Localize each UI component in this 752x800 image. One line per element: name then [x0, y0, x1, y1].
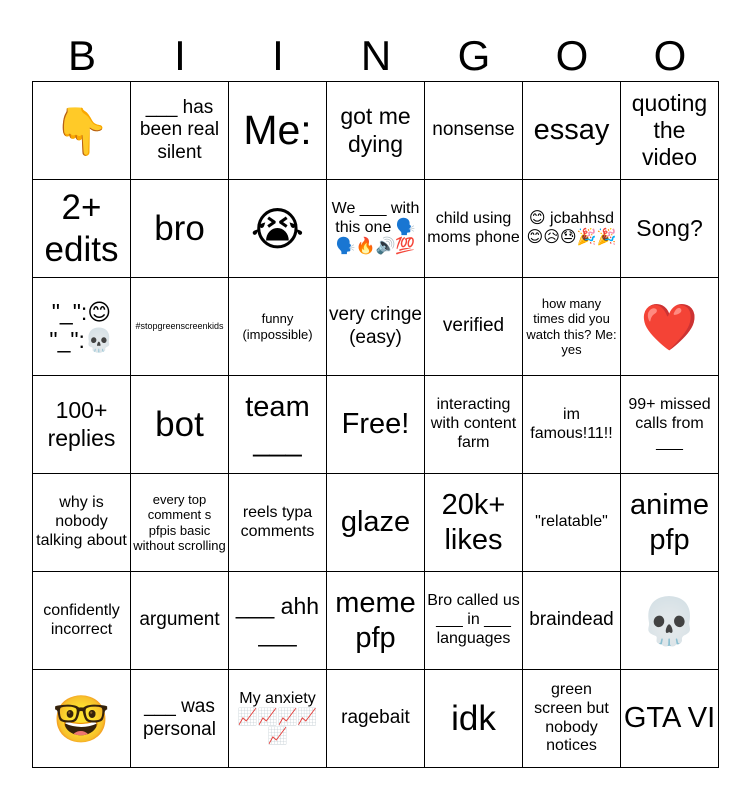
bingo-cell[interactable]: We ___ with this one 🗣️🗣️🔥🔊💯 — [327, 180, 425, 278]
bingo-cell[interactable]: ❤️ — [621, 278, 719, 376]
bingo-cell[interactable]: 100+ replies — [33, 376, 131, 474]
bingo-cell[interactable]: "relatable" — [523, 474, 621, 572]
bingo-cell[interactable]: Free! — [327, 376, 425, 474]
bingo-cell[interactable]: 💀 — [621, 572, 719, 670]
bingo-cell[interactable]: 😊 jcbahhsd 😊😥😓🎉🎉 — [523, 180, 621, 278]
bingo-cell[interactable]: "_":😊 "_":💀 — [33, 278, 131, 376]
bingo-cell[interactable]: verified — [425, 278, 523, 376]
bingo-cell[interactable]: 👇 — [33, 82, 131, 180]
bingo-cell[interactable]: ___ has been real silent — [131, 82, 229, 180]
bingo-cell[interactable]: Me: — [229, 82, 327, 180]
bingo-cell[interactable]: got me dying — [327, 82, 425, 180]
bingo-cell[interactable]: GTA VI — [621, 670, 719, 768]
bingo-cell[interactable]: anime pfp — [621, 474, 719, 572]
bingo-cell[interactable]: braindead — [523, 572, 621, 670]
header-letter-n: N — [360, 32, 392, 79]
bingo-cell[interactable]: funny (impossible) — [229, 278, 327, 376]
bingo-cell[interactable]: ___ was personal — [131, 670, 229, 768]
bingo-cell[interactable]: why is nobody talking about — [33, 474, 131, 572]
bingo-cell[interactable]: My anxiety📈📈📈📈📈 — [229, 670, 327, 768]
bingo-cell[interactable]: bot — [131, 376, 229, 474]
bingo-cell[interactable]: quoting the video — [621, 82, 719, 180]
bingo-cell[interactable]: meme pfp — [327, 572, 425, 670]
header-letter-o: O — [555, 32, 589, 79]
header-letter-b: B — [67, 32, 96, 79]
header-letter-i: I — [174, 32, 186, 79]
bingo-cell[interactable]: nonsense — [425, 82, 523, 180]
bingo-cell[interactable]: 99+ missed calls from ___ — [621, 376, 719, 474]
bingo-cell[interactable]: child using moms phone — [425, 180, 523, 278]
bingo-cell[interactable]: Bro called us ___ in ___ languages — [425, 572, 523, 670]
bingo-cell[interactable]: Song? — [621, 180, 719, 278]
bingo-cell[interactable]: interacting with content farm — [425, 376, 523, 474]
header-letter-i-2: I — [272, 32, 284, 79]
bingo-cell[interactable]: 😭 — [229, 180, 327, 278]
bingo-cell[interactable]: 🤓 — [33, 670, 131, 768]
bingo-header — [33, 30, 719, 82]
bingo-cell[interactable]: #stopgreenscreenkids — [131, 278, 229, 376]
bingo-cell[interactable]: green screen but nobody notices — [523, 670, 621, 768]
bingo-cell[interactable]: bro — [131, 180, 229, 278]
bingo-cell[interactable]: idk — [425, 670, 523, 768]
header-letter-g: G — [457, 32, 491, 79]
bingo-board — [32, 81, 719, 768]
bingo-cell[interactable]: glaze — [327, 474, 425, 572]
bingo-cell[interactable]: very cringe (easy) — [327, 278, 425, 376]
bingo-cell[interactable]: 2+ edits — [33, 180, 131, 278]
bingo-cell[interactable]: ragebait — [327, 670, 425, 768]
bingo-cell[interactable]: how many times did you watch this? Me: yes — [523, 278, 621, 376]
bingo-cell[interactable]: argument — [131, 572, 229, 670]
bingo-cell[interactable]: essay — [523, 82, 621, 180]
bingo-cell[interactable]: reels typa comments — [229, 474, 327, 572]
bingo-cell[interactable]: im famous!11!! — [523, 376, 621, 474]
bingo-cell[interactable]: team ___ — [229, 376, 327, 474]
bingo-cell[interactable]: confidently incorrect — [33, 572, 131, 670]
bingo-cell[interactable]: ___ ahh ___ — [229, 572, 327, 670]
header-letter-o-2: O — [653, 32, 687, 79]
bingo-cell[interactable]: every top comment s pfpis basic without scrolling — [131, 474, 229, 572]
bingo-cell[interactable]: 20k+ likes — [425, 474, 523, 572]
